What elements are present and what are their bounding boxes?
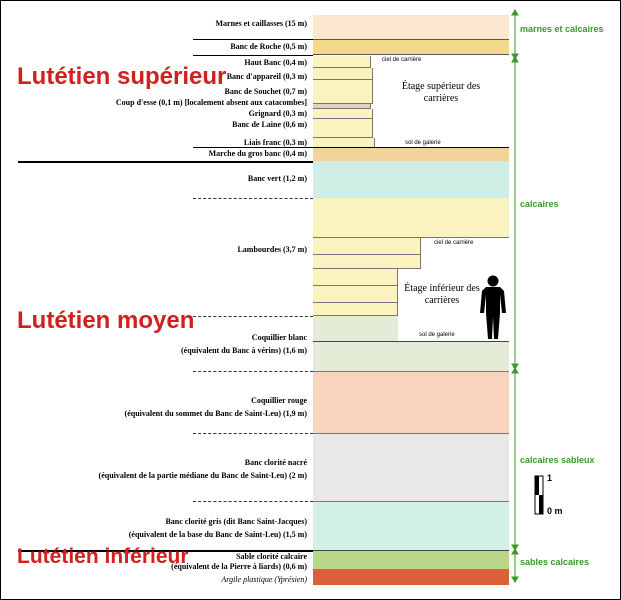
label-coquillier-blanc-eq: (équivalent du Banc à vérins) (1,6 m) [181, 346, 307, 355]
ciel-carriere-upper: ciel de carrière [382, 57, 422, 63]
label-roche: Banc de Roche (0,5 m) [230, 42, 307, 51]
gallery-floor-upper-line [313, 147, 509, 148]
label-gris: Banc clorité gris (dit Banc Saint-Jacques) [165, 517, 307, 526]
label-nacre-eq: (équivalent de la partie médiane du Banc de Saint-Leu) (2 m) [98, 471, 307, 480]
layer-sable-fill [313, 550, 509, 569]
range-sables-label: sables calcaires [520, 557, 590, 567]
layer-appareil-fill [313, 68, 373, 80]
layer-laine-fill [313, 119, 373, 138]
label-laine: Banc de Laine (0,6 m) [232, 120, 307, 129]
sep-roche-top [193, 39, 313, 40]
lambourdes-bed-1 [313, 238, 421, 255]
label-marche: Marche du gros banc (0,4 m) [208, 149, 307, 158]
layer-argile-fill [313, 569, 509, 585]
label-appareil: Banc d'appareil (0,3 m) [226, 72, 307, 81]
label-grignard: Grignard (0,3 m) [248, 109, 307, 118]
sol-galerie-lower: sol de galerie [419, 332, 455, 338]
sol-galerie-upper: sol de galerie [405, 140, 441, 146]
layer-hautbanc-fill [313, 56, 371, 68]
label-sable: Sable clorité calcaire [236, 552, 307, 561]
subdivision-superieur: Lutétien supérieur [17, 63, 227, 90]
layer-lambourdes-fill [313, 198, 509, 238]
range-brackets [509, 9, 523, 589]
layer-souchet-fill [313, 80, 373, 104]
label-hautbanc: Haut Banc (0,4 m) [244, 58, 307, 67]
range-calcaires-label: calcaires [520, 199, 559, 209]
sep-dash-nacre [193, 501, 313, 502]
ciel-carriere-lower: ciel de carrière [434, 240, 474, 246]
range-marnes-label: marnes et calcaires [520, 24, 604, 34]
layer-vert-fill [313, 161, 509, 198]
range-sableux-label: calcaires sableux [520, 455, 595, 465]
scale-top-label: 1 [547, 473, 553, 483]
label-souchet: Banc de Souchet (0,7 m) [224, 87, 307, 96]
lambourdes-bed-5 [313, 303, 398, 316]
lambourdes-bed-4 [313, 286, 398, 303]
sep-dash-cblanc [193, 371, 313, 372]
boundary-superieur-moyen [18, 161, 313, 163]
layer-marnes-fill [313, 15, 509, 39]
label-coquillier-blanc: Coquillier blanc [251, 333, 307, 342]
layer-coquillier-rouge-fill [313, 371, 509, 433]
layer-coquillier-blanc-fill [313, 316, 398, 341]
sep-dash-vert [193, 198, 313, 199]
label-lambourdes: Lambourdes (3,7 m) [237, 245, 307, 254]
lambourdes-bed-2 [313, 255, 421, 269]
layer-nacre-fill [313, 433, 509, 501]
label-sable-eq: (équivalent de la Pierre à liards) (0,6 m) [171, 562, 307, 571]
subdivision-inferieur: Lutétien inférieur [17, 545, 189, 568]
label-argile: Argile plastique (Yprésien) [221, 575, 307, 584]
label-vert: Banc vert (1,2 m) [247, 174, 307, 183]
etage-superieur-label: Étage supérieur des carrières [401, 81, 481, 104]
layer-marche-fill [313, 147, 509, 161]
label-marnes: Marnes et caillasses (15 m) [215, 19, 307, 28]
layer-grignard-fill [313, 109, 373, 119]
sep-dash-lambourdes [193, 316, 313, 317]
label-coquillier-rouge: Coquillier rouge [251, 396, 307, 405]
lambourdes-bed-3 [313, 269, 398, 286]
layer-roche-fill [313, 39, 509, 55]
scale-bar [534, 475, 544, 515]
layer-gris-fill [313, 501, 509, 550]
label-coupdesse: Coup d'esse (0,1 m) [localement absent aux catacombes] [115, 98, 307, 107]
etage-inferieur-label: Étage inférieur des carrières [404, 283, 480, 306]
layer-coquillier-blanc-lower [313, 341, 509, 371]
sep-dash-crouge [193, 433, 313, 434]
label-gris-eq: (équivalent de la base du Banc de Saint-Leu) (1,5 m) [128, 530, 307, 539]
human-silhouette-icon [479, 275, 507, 341]
sep-roche-bottom [193, 55, 313, 56]
subdivision-moyen: Lutétien moyen [17, 307, 195, 334]
label-nacre: Banc clorité nacré [244, 458, 307, 467]
label-liais: Liais franc (0,3 m) [243, 138, 307, 147]
label-coquillier-rouge-eq: (équivalent du sommet du Banc de Saint-Leu) (1,9 m) [124, 409, 307, 418]
scale-bottom-label: 0 m [547, 506, 563, 516]
